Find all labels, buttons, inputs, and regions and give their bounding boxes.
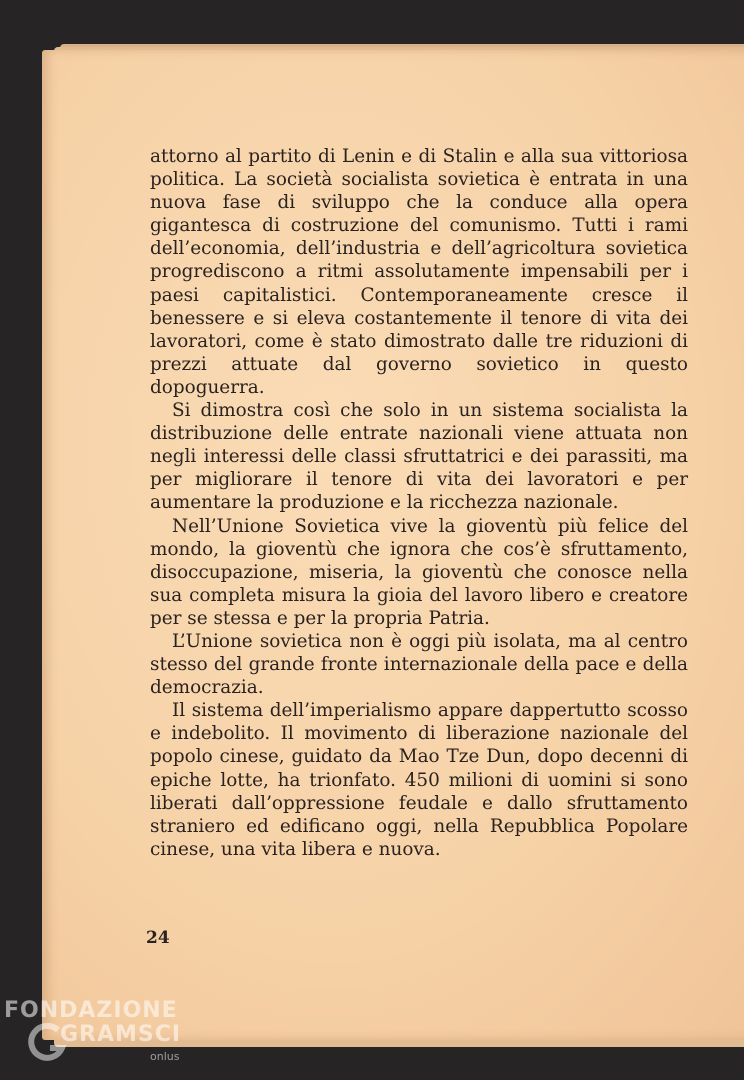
paragraph: attorno al partito di Lenin e di Stalin e alla sua vittoriosa politica. La società socialista sovietica è entrata in una nuova fase di sviluppo che la conduce alla opera gigantesca di costruzione del comunismo. Tutti i rami dell’economia, dell’industria e dell’agricoltura sovietica progrediscono a ritmi assolutamente impensabili per i paesi capitalistici. Contemporaneamente cresce il benessere e si eleva costantemente il tenore di vita dei lavoratori, come è stato dimostrato dalle tre riduzioni di prezzi attuate dal governo sovietico in questo dopoguerra. bbox=[150, 146, 688, 398]
watermark-logo bbox=[0, 996, 200, 1076]
body-text bbox=[150, 145, 688, 861]
watermark-text: onlus bbox=[150, 1050, 180, 1063]
paragraph: Il sistema dell’imperialismo appare dappertutto scosso e indebolito. Il movimento di liberazione nazionale del popolo cinese, guidato da Mao Tze Dun, dopo decenni di epiche lotte, ha trionfato. 450 milioni di uomini si sono liberati dall’oppressione feudale e dallo sfruttamento straniero ed edificano oggi, nella Repubblica Popolare cinese, una vita libera e nuova. bbox=[150, 700, 688, 860]
watermark-text: GRAMSCI bbox=[60, 1022, 182, 1047]
paragraph: L’Unione sovietica non è oggi più isolata, ma al centro stesso del grande fronte internazionale della pace e della democrazia. bbox=[150, 630, 688, 699]
paragraph: Si dimostra così che solo in un sistema socialista la distribuzione delle entrate nazionali viene attuata non negli interessi delle classi sfruttatrici e dei parassiti, ma per migliorare il tenore di vita dei lavoratori e per aumentare la produzione e la ricchezza nazionale. bbox=[150, 400, 688, 514]
page-number: 24 bbox=[146, 928, 170, 948]
watermark-text: FONDAZIONE bbox=[4, 998, 178, 1023]
paragraph: Nell’Unione Sovietica vive la gioventù più felice del mondo, la gioventù che ignora che cos’è sfruttamento, disoccupazione, miseria, la gioventù che conosce nella sua completa misura la gioia del lavoro libero e creatore per se stessa e per la propria Patria. bbox=[150, 515, 688, 629]
